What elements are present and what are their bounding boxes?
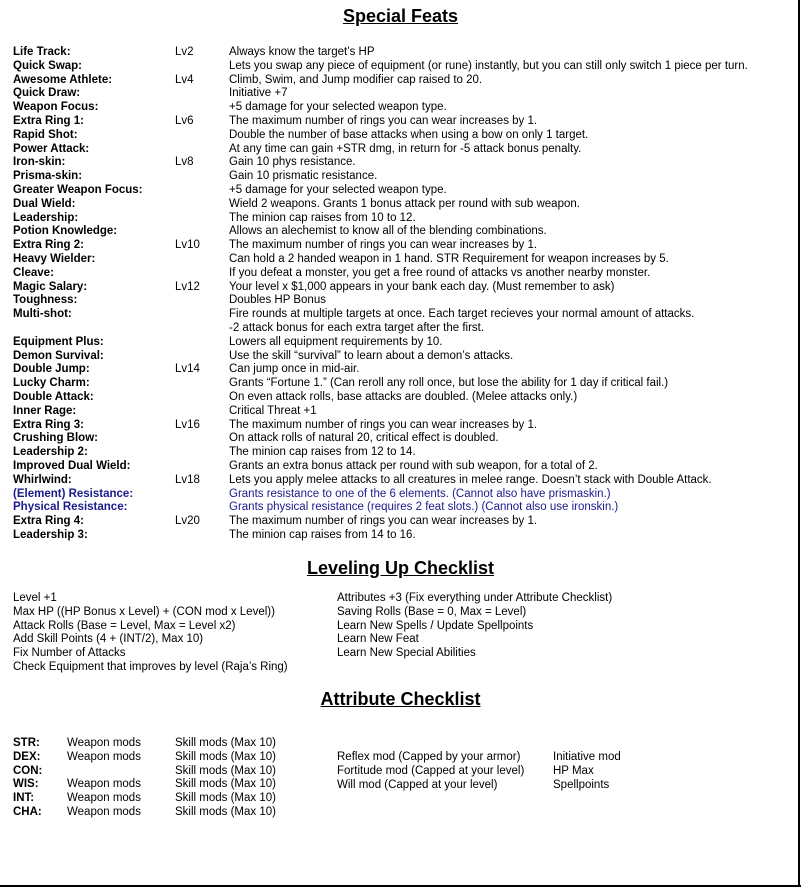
feat-name: Heavy Wielder: <box>13 252 96 265</box>
feat-row <box>13 281 793 295</box>
checklist-item: Add Skill Points (4 + (INT/2), Max 10) <box>13 633 204 646</box>
feat-level: Lv18 <box>175 473 200 486</box>
feat-description: On attack rolls of natural 20, critical effect is doubled. <box>229 432 499 445</box>
feat-row <box>13 405 793 419</box>
feat-row <box>13 529 793 543</box>
attribute-skill-mods: Skill mods (Max 10) <box>175 792 276 805</box>
checklist-item: Saving Rolls (Base = 0, Max = Level) <box>337 605 527 618</box>
feat-name: Cleave: <box>13 266 54 279</box>
saving-rolls-list <box>337 751 667 792</box>
checklist-item: Level +1 <box>13 592 57 604</box>
leveling-checklist-right <box>337 592 612 661</box>
feat-description: Double the number of base attacks when using a bow on only 1 target. <box>229 128 589 141</box>
feat-name: Extra Ring 2: <box>13 239 84 252</box>
feat-name: Improved Dual Wield: <box>13 459 131 472</box>
feat-row <box>13 74 793 88</box>
feat-name: Extra Ring 1: <box>13 114 84 127</box>
attribute-skill-mods: Skill mods (Max 10) <box>175 737 276 749</box>
feat-description: Allows an alechemist to know all of the blending combinations. <box>229 225 547 238</box>
feat-row <box>13 198 793 212</box>
feat-description: Wield 2 weapons. Grants 1 bonus attack per round with sub weapon. <box>229 197 580 210</box>
feats-list <box>13 46 793 543</box>
feat-row <box>13 184 793 198</box>
feat-name: Leadership 2: <box>13 446 88 459</box>
feat-description: Use the skill “survival” to learn about a demon’s attacks. <box>229 349 514 362</box>
feat-name: Lucky Charm: <box>13 377 90 390</box>
feat-description: Critical Threat +1 <box>229 404 317 417</box>
feat-row <box>13 46 793 60</box>
feat-row <box>13 350 793 364</box>
feat-description: Climb, Swim, and Jump modifier cap raised to 20. <box>229 73 483 86</box>
feat-level: Lv8 <box>175 156 194 169</box>
attribute-skill-mods: Skill mods (Max 10) <box>175 750 276 763</box>
attribute-weapon-mods: Weapon mods <box>67 792 141 805</box>
attribute-row <box>13 806 313 820</box>
feat-row <box>13 267 793 281</box>
checklist-item: Learn New Feat <box>337 633 419 646</box>
attribute-label: CON: <box>13 764 43 777</box>
attribute-label: INT: <box>13 792 35 805</box>
attribute-list <box>13 737 313 820</box>
feat-description: +5 damage for your selected weapon type. <box>229 101 447 114</box>
special-feats-title: Special Feats <box>342 6 459 26</box>
feat-description: Gain 10 phys resistance. <box>229 156 356 169</box>
feat-row <box>13 170 793 184</box>
feat-row <box>13 474 793 488</box>
feat-name: Double Jump: <box>13 363 90 376</box>
feat-row <box>13 115 793 129</box>
feat-row <box>13 391 793 405</box>
feat-description: Grants “Fortune 1.” (Can reroll any roll once, but lose the ability for 1 day if critical fail.) <box>229 377 669 390</box>
saving-roll-mod: Reflex mod (Capped by your armor) <box>337 751 521 763</box>
feat-description: Grants an extra bonus attack per round with sub weapon, for a total of 2. <box>229 459 598 472</box>
feat-description: The maximum number of rings you can wear increases by 1. <box>229 239 538 252</box>
feat-description: The maximum number of rings you can wear increases by 1. <box>229 418 538 431</box>
feat-row <box>13 446 793 460</box>
feat-row <box>13 294 793 308</box>
feat-name: Power Attack: <box>13 142 90 155</box>
feat-description: The minion cap raises from 10 to 12. <box>229 211 416 224</box>
feat-name: Equipment Plus: <box>13 335 104 348</box>
feat-description: The minion cap raises from 12 to 14. <box>229 446 416 459</box>
feat-description: Initiative +7 <box>229 87 288 100</box>
attribute-row <box>13 778 313 792</box>
feat-name: Whirlwind: <box>13 473 72 486</box>
checklist-item: Check Equipment that improves by level (Raja’s Ring) <box>13 660 288 673</box>
feat-description: Grants resistance to one of the 6 elements. (Cannot also have prismaskin.) <box>229 487 611 500</box>
feat-name: Potion Knowledge: <box>13 225 118 238</box>
attribute-row <box>13 792 313 806</box>
attribute-skill-mods: Skill mods (Max 10) <box>175 764 276 777</box>
feat-level: Lv4 <box>175 73 194 86</box>
attribute-checklist-title: Attribute Checklist <box>320 689 481 709</box>
feat-name: Leadership: <box>13 211 79 224</box>
attribute-weapon-mods: Weapon mods <box>67 750 141 763</box>
feat-description: The maximum number of rings you can wear increases by 1. <box>229 114 538 127</box>
saving-roll-row <box>337 751 667 765</box>
feat-row <box>13 143 793 157</box>
attribute-row <box>13 737 313 751</box>
feat-name: Quick Draw: <box>13 87 81 100</box>
feat-name: Iron-skin: <box>13 156 66 169</box>
feat-name: Prisma-skin: <box>13 170 83 183</box>
feat-row <box>13 60 793 74</box>
feat-description: Lets you apply melee attacks to all creatures in melee range. Doesn’t stack with Double Attack. <box>229 473 712 486</box>
feat-level: Lv10 <box>175 239 200 252</box>
feat-row <box>13 239 793 253</box>
feat-row <box>13 156 793 170</box>
feat-description: Fire rounds at multiple targets at once. Each target recieves your normal amount of attacks. <box>229 308 695 321</box>
feat-row <box>13 460 793 474</box>
feat-description: If you defeat a monster, you get a free round of attacks vs another nearby monster. <box>229 266 651 279</box>
feat-name: Extra Ring 4: <box>13 515 84 528</box>
feat-row <box>13 225 793 239</box>
related-mod: Initiative mod <box>553 751 621 763</box>
feat-row <box>13 253 793 267</box>
feat-name: Extra Ring 3: <box>13 418 84 431</box>
saving-roll-row <box>337 779 667 793</box>
feat-description: At any time can gain +STR dmg, in return for -5 attack bonus penalty. <box>229 142 582 155</box>
feat-row <box>13 87 793 101</box>
feat-name: Physical Resistance: <box>13 501 128 514</box>
checklist-item: Learn New Spells / Update Spellpoints <box>337 619 534 632</box>
feat-row <box>13 129 793 143</box>
feat-row <box>13 363 793 377</box>
feat-row <box>13 101 793 115</box>
feat-description: +5 damage for your selected weapon type. <box>229 183 447 196</box>
feat-row <box>13 419 793 433</box>
feat-row <box>13 336 793 350</box>
feat-row <box>13 212 793 226</box>
feat-description: Your level x $1,000 appears in your bank each day. (Must remember to ask) <box>229 280 615 293</box>
checklist-item: Learn New Special Abilities <box>337 647 476 660</box>
feat-name: Weapon Focus: <box>13 101 99 114</box>
feat-description: Lowers all equipment requirements by 10. <box>229 335 443 348</box>
related-mod: HP Max <box>553 764 594 777</box>
feat-description: -2 attack bonus for each extra target after the first. <box>229 321 485 334</box>
feat-description: On even attack rolls, base attacks are doubled. (Melee attacks only.) <box>229 390 578 403</box>
attribute-weapon-mods: Weapon mods <box>67 778 141 791</box>
leveling-checklist-left <box>13 592 288 675</box>
feat-row <box>13 488 793 502</box>
attribute-row <box>13 751 313 765</box>
attribute-label: STR: <box>13 737 40 749</box>
saving-roll-row <box>337 765 667 779</box>
feat-level: Lv16 <box>175 418 200 431</box>
related-mod: Spellpoints <box>553 778 610 791</box>
feat-name: Toughness: <box>13 294 78 307</box>
feat-description: Grants physical resistance (requires 2 feat slots.) (Cannot also use ironskin.) <box>229 501 619 514</box>
feat-name: Quick Swap: <box>13 59 83 72</box>
attribute-skill-mods: Skill mods (Max 10) <box>175 778 276 791</box>
feat-description: Gain 10 prismatic resistance. <box>229 170 378 183</box>
feat-name: Magic Salary: <box>13 280 88 293</box>
attribute-label: WIS: <box>13 778 39 791</box>
feat-name: Greater Weapon Focus: <box>13 183 143 196</box>
feat-row <box>13 322 793 336</box>
feat-name: Life Track: <box>13 46 71 58</box>
feat-name: Crushing Blow: <box>13 432 98 445</box>
saving-roll-mod: Fortitude mod (Capped at your level) <box>337 764 525 777</box>
checklist-item: Attributes +3 (Fix everything under Attribute Checklist) <box>337 592 613 604</box>
feat-level: Lv20 <box>175 515 200 528</box>
feat-description: Can jump once in mid-air. <box>229 363 360 376</box>
saving-roll-mod: Will mod (Capped at your level) <box>337 778 498 791</box>
leveling-checklist-title: Leveling Up Checklist <box>306 558 495 578</box>
checklist-item: Max HP ((HP Bonus x Level) + (CON mod x Level)) <box>13 605 275 618</box>
feat-name: Double Attack: <box>13 390 94 403</box>
feat-name: Demon Survival: <box>13 349 104 362</box>
attribute-row <box>13 765 313 779</box>
feat-level: Lv12 <box>175 280 200 293</box>
feat-name: Awesome Athlete: <box>13 73 113 86</box>
feat-description: Doubles HP Bonus <box>229 294 326 307</box>
feat-name: Multi-shot: <box>13 308 72 321</box>
feat-description: The maximum number of rings you can wear increases by 1. <box>229 515 538 528</box>
feat-level: Lv6 <box>175 114 194 127</box>
feat-description: Always know the target’s HP <box>229 46 375 58</box>
attribute-label: DEX: <box>13 750 41 763</box>
page-border-right <box>798 0 800 887</box>
feat-description: The minion cap raises from 14 to 16. <box>229 528 416 541</box>
attribute-weapon-mods: Weapon mods <box>67 737 141 749</box>
feat-level: Lv2 <box>175 46 194 58</box>
feat-name: Leadership 3: <box>13 528 88 541</box>
attribute-label: CHA: <box>13 805 42 818</box>
feat-name: Dual Wield: <box>13 197 76 210</box>
feat-name: Inner Rage: <box>13 404 77 417</box>
feat-description: Can hold a 2 handed weapon in 1 hand. STR Requirement for weapon increases by 5. <box>229 252 669 265</box>
attribute-weapon-mods: Weapon mods <box>67 805 141 818</box>
feat-level: Lv14 <box>175 363 200 376</box>
feat-description: Lets you swap any piece of equipment (or rune) instantly, but you can still only switch 1 piece per turn. <box>229 59 748 72</box>
attribute-skill-mods: Skill mods (Max 10) <box>175 805 276 818</box>
feat-row <box>13 501 793 515</box>
feat-row <box>13 308 793 322</box>
checklist-item: Attack Rolls (Base = Level, Max = Level x2) <box>13 619 236 632</box>
feat-row <box>13 515 793 529</box>
checklist-item: Fix Number of Attacks <box>13 647 126 660</box>
feat-row <box>13 377 793 391</box>
feat-row <box>13 432 793 446</box>
feat-name: Rapid Shot: <box>13 128 78 141</box>
feat-name: (Element) Resistance: <box>13 487 134 500</box>
